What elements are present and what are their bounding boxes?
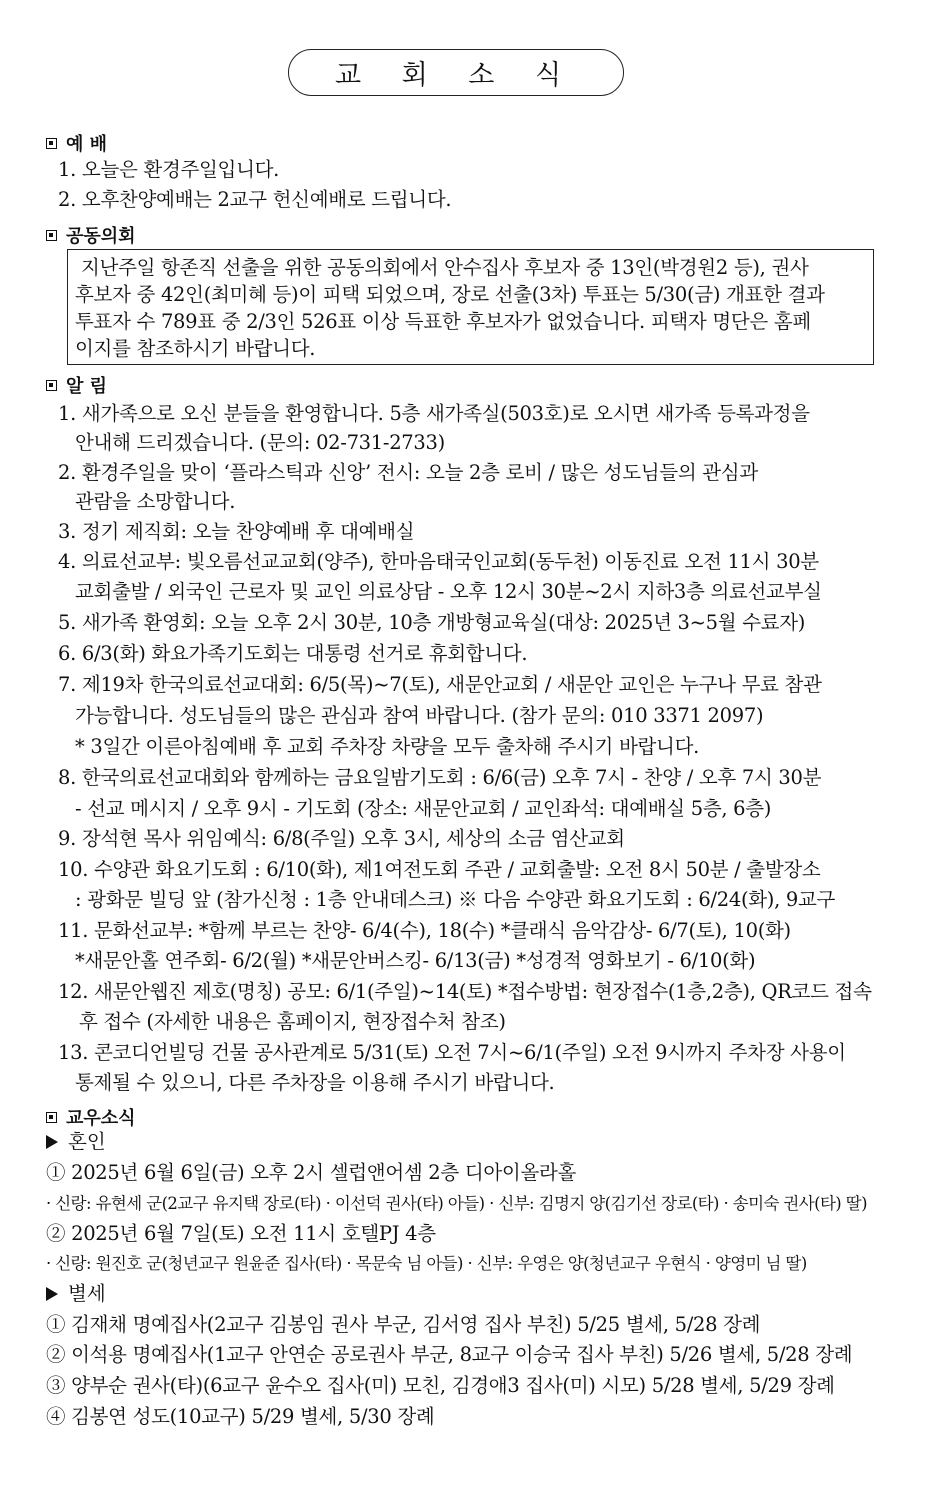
wedding-line: ② 2025년 6월 7일(토) 오전 11시 호텔PJ 4층 — [46, 1222, 436, 1245]
square-bullet-icon — [46, 230, 57, 241]
funeral-line: ② 이석용 명예집사(1교구 안연순 공로권사 부군, 8교구 이승국 집사 부친) 5/26 별세, 5/28 장례 — [46, 1343, 853, 1366]
section-heading-text: 공동의회 — [66, 226, 136, 247]
council-line: 후보자 중 42인(최미혜 등)이 피택 되었으며, 장로 선출(3차) 투표는 5/30(금) 개표한 결과 — [75, 283, 825, 306]
council-line: 지난주일 항존직 선출을 위한 공동의회에서 안수집사 후보자 중 13인(박경원2 등), 권사 — [81, 256, 809, 279]
notice-line: *새문안홀 연주회- 6/2(월) *새문안버스킹- 6/13(금) *성경적 영화보기 - 6/10(화) — [75, 949, 756, 972]
notice-line: 1. 새가족으로 오신 분들을 환영합니다. 5층 새가족실(503호)로 오시면 새가족 등록과정을 — [58, 402, 810, 425]
section-heading-members — [46, 1104, 136, 1130]
page-title — [288, 49, 624, 96]
council-line: 이지를 참조하시기 바랍니다. — [75, 337, 316, 360]
section-heading-text: 교우소식 — [66, 1108, 136, 1129]
funeral-line: ③ 양부순 권사(타)(6교구 윤수오 집사(미) 모친, 김경애3 집사(미) 시모) 5/28 별세, 5/29 장례 — [46, 1374, 835, 1397]
section-heading-text: 예 배 — [66, 134, 108, 155]
council-line: 투표자 수 789표 중 2/3인 526표 이상 득표한 후보자가 없었습니다. 피택자 명단은 홈페 — [75, 310, 811, 333]
notice-line: - 선교 메시지 / 오후 9시 - 기도회 (장소: 새문안교회 / 교인좌석: 대예배실 5층, 6층) — [75, 797, 772, 820]
notice-line: * 3일간 이른아침예배 후 교회 주차장 차량을 모두 출차해 주시기 바랍니다. — [75, 735, 700, 758]
worship-item: 2. 오후찬양예배는 2교구 헌신예배로 드립니다. — [58, 188, 452, 211]
notice-line: 10. 수양관 화요기도회 : 6/10(화), 제1여전도회 주관 / 교회출발: 오전 8시 50분 / 출발장소 — [58, 858, 821, 881]
notice-line: 2. 환경주일을 맞이 ‘플라스틱과 신앙’ 전시: 오늘 2층 로비 / 많은 성도님들의 관심과 — [58, 461, 758, 484]
funeral-line: ① 김재채 명예집사(2교구 김봉임 권사 부군, 김서영 집사 부친) 5/25 별세, 5/28 장례 — [46, 1313, 761, 1336]
notice-line: 9. 장석현 목사 위임예식: 6/8(주일) 오후 3시, 세상의 소금 염산교회 — [58, 827, 625, 850]
wedding-subheading — [46, 1128, 106, 1156]
notice-line: 11. 문화선교부: *함께 부르는 찬양- 6/4(수), 18(수) *클래식 음악감상- 6/7(토), 10(화) — [58, 919, 791, 942]
notice-line: 안내해 드리겠습니다. (문의: 02-731-2733) — [75, 431, 445, 454]
wedding-line: · 신랑: 유현세 군(2교구 유지택 장로(타) · 이선덕 권사(타) 아들) · 신부: 김명지 양(김기선 장로(타) · 송미숙 권사(타) 딸) — [46, 1194, 867, 1213]
notice-line: 5. 새가족 환영회: 오늘 오후 2시 30분, 10층 개방형교육실(대상: 2025년 3~5월 수료자) — [58, 611, 806, 634]
notice-line: 관람을 소망합니다. — [75, 490, 236, 513]
notice-line: 6. 6/3(화) 화요가족기도회는 대통령 선거로 휴회합니다. — [58, 642, 528, 665]
notice-line: 후 접수 (자세한 내용은 홈페이지, 현장접수처 참조) — [79, 1010, 506, 1033]
notice-line: 4. 의료선교부: 빛오름선교교회(양주), 한마음태국인교회(동두천) 이동진료 오전 11시 30분 — [58, 550, 819, 573]
section-heading-notices — [46, 372, 107, 398]
notice-line: 7. 제19차 한국의료선교대회: 6/5(목)~7(토), 새문안교회 / 새문안 교인은 누구나 무료 참관 — [58, 673, 822, 696]
funeral-label: 별세 — [68, 1282, 106, 1305]
square-bullet-icon — [46, 380, 57, 391]
notice-line: 13. 콘코디언빌딩 건물 공사관계로 5/31(토) 오전 7시~6/1(주일) 오전 9시까지 주차장 사용이 — [58, 1041, 846, 1064]
wedding-line: · 신랑: 원진호 군(청년교구 원윤준 집사(타) · 목문숙 님 아들) · 신부: 우영은 양(청년교구 우현식 · 양영미 님 딸) — [46, 1254, 807, 1273]
wedding-label: 혼인 — [68, 1130, 106, 1153]
section-heading-worship — [46, 130, 107, 156]
notice-line: : 광화문 빌딩 앞 (참가신청 : 1층 안내데스크) ※ 다음 수양관 화요기도회 : 6/24(화), 9교구 — [75, 888, 836, 911]
notice-line: 가능합니다. 성도님들의 많은 관심과 참여 바랍니다. (참가 문의: 010 3371 2097) — [75, 704, 764, 727]
page-title-text: 교 회 소 식 — [334, 60, 578, 91]
funeral-line: ④ 김봉연 성도(10교구) 5/29 별세, 5/30 장례 — [46, 1405, 435, 1428]
notice-line: 교회출발 / 외국인 근로자 및 교인 의료상담 - 오후 12시 30분~2시 지하3층 의료선교부실 — [75, 580, 822, 603]
triangle-bullet-icon — [46, 1287, 58, 1301]
wedding-line: ① 2025년 6월 6일(금) 오후 2시 셀럽앤어셈 2층 디아이올라홀 — [46, 1161, 577, 1184]
worship-item: 1. 오늘은 환경주일입니다. — [58, 158, 280, 181]
section-heading-text: 알 림 — [66, 376, 108, 397]
notice-line: 12. 새문안웹진 제호(명칭) 공모: 6/1(주일)~14(토) *접수방법: 현장접수(1층,2층), QR코드 접속 — [58, 980, 872, 1003]
funeral-subheading — [46, 1280, 106, 1308]
notice-line: 8. 한국의료선교대회와 함께하는 금요일밤기도회 : 6/6(금) 오후 7시 - 찬양 / 오후 7시 30분 — [58, 766, 822, 789]
section-heading-council — [46, 222, 136, 248]
notice-line: 통제될 수 있으니, 다른 주차장을 이용해 주시기 바랍니다. — [75, 1071, 555, 1094]
square-bullet-icon — [46, 1112, 57, 1123]
triangle-bullet-icon — [46, 1135, 58, 1149]
square-bullet-icon — [46, 138, 57, 149]
notice-line: 3. 정기 제직회: 오늘 찬양예배 후 대예배실 — [58, 520, 415, 543]
